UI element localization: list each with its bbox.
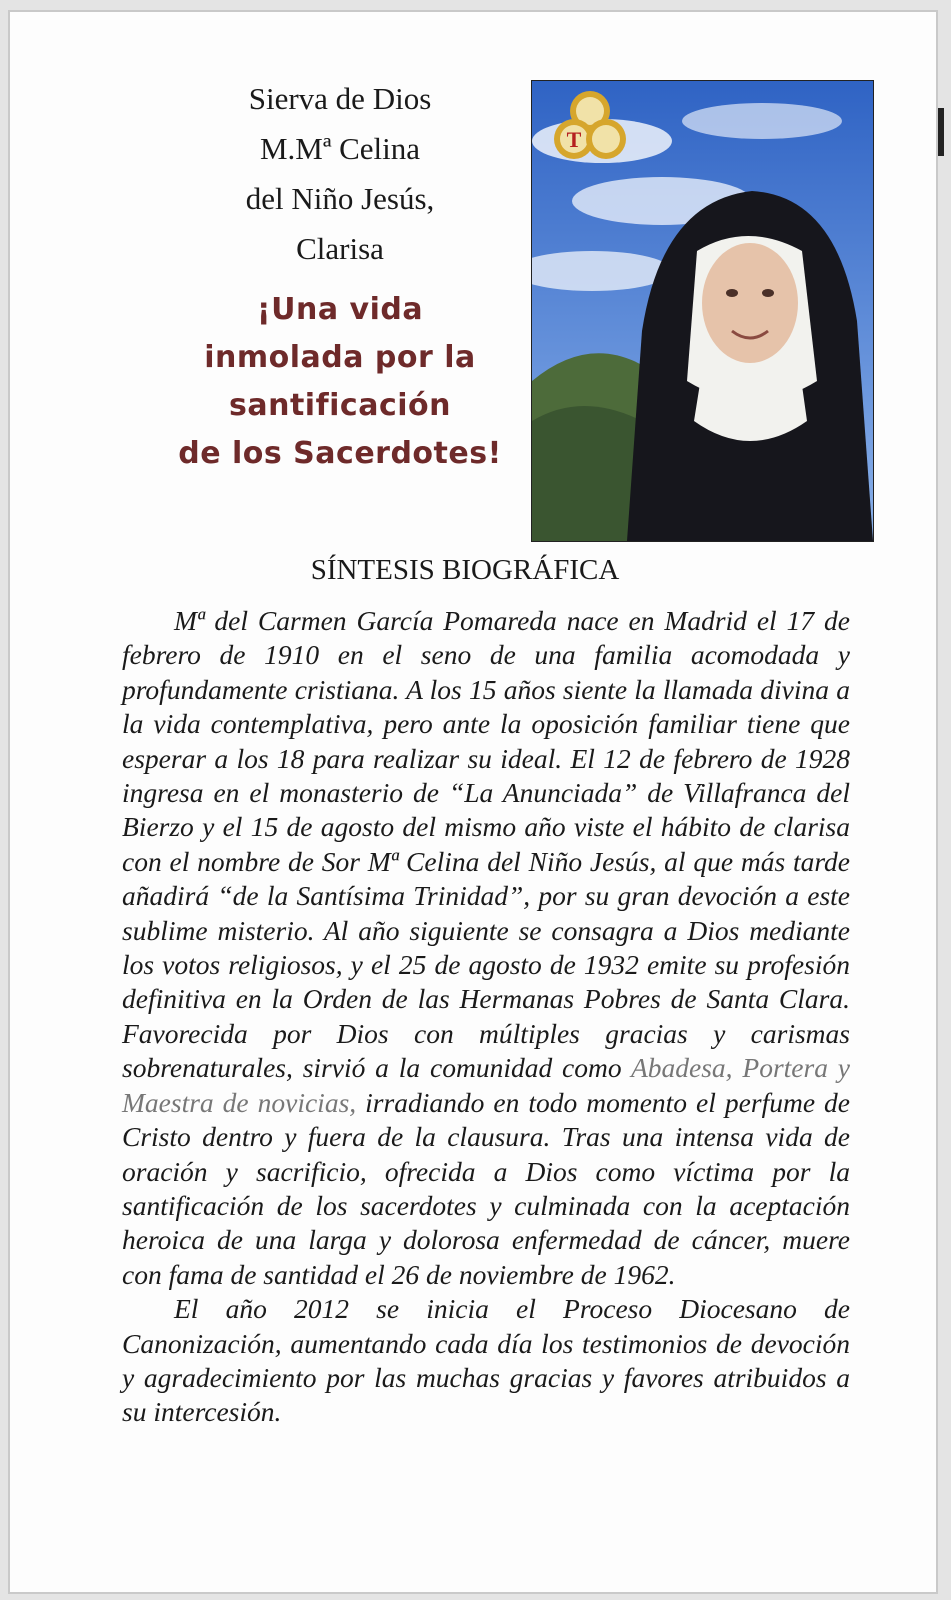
slogan-line: santificación	[229, 388, 451, 423]
bio-text: Mª del Carmen García Pomareda nace en Madrid el 17 de febrero de 1910 en el seno de una familia acomodada y profundamente cristiana. A los 15 años siente la llamada divina a la vida contemplativa, pero ante la oposición familiar tiene que esperar a los 18 para realizar su ideal. El 12 de febrero de 1928 ingresa en el monasterio de “La Anunciada” de Villafranca del Bierzo y el 15 de agosto del mismo año viste el hábito de clarisa con el nombre de Sor Mª Celina del Niño Jesús, al que más tarde añadirá “de la Santísima Trinidad”, por su gran devoción a este sublime misterio. Al año siguiente se consagra a Dios mediante los votos religiosos, y el 25 de agosto de 1932 emite su profesión definitiva en la Orden de las Hermanas Pobres de Santa Clara. Favorecida por Dios con múltiples gracias y carismas sobrenaturales, sirvió a la comunidad como	[122, 605, 850, 1084]
heading-line: Clarisa	[296, 231, 384, 266]
nun-portrait	[531, 80, 874, 542]
slogan	[140, 286, 540, 478]
card-heading	[150, 74, 530, 274]
heading-line: Sierva de Dios	[248, 81, 432, 116]
slogan-line: ¡Una vida	[256, 292, 424, 327]
bio-roles: Abadesa, Portera y Maestra de novicias,	[122, 1052, 850, 1118]
portrait-image	[532, 81, 873, 541]
biography-paragraph	[122, 604, 850, 1292]
slogan-line: inmolada por la	[204, 340, 476, 375]
heading-line: del Niño Jesús,	[245, 181, 435, 216]
bio-text: irradiando en todo momento el perfume de Cristo dentro y fuera de la clausura. Tras una intensa vida de oración y sacrificio, ofrecida a Dios como víctima por la santificación de los sacerdotes y culminada con la aceptación heroica de una larga y dolorosa enfermedad de cáncer, muere con fama de santidad el 26 de noviembre de 1962.	[122, 1086, 850, 1290]
biography	[122, 604, 850, 1430]
biography-paragraph: El año 2012 se inicia el Proceso Diocesano de Canonización, aumentando cada día los testimonios de devoción y agradecimiento por las muchas gracias y favores atribuidos a su intercesión.	[122, 1293, 850, 1428]
heading-line: M.Mª Celina	[259, 131, 421, 166]
emblem-letter: T	[566, 127, 582, 152]
slogan-line: de los Sacerdotes!	[178, 436, 502, 471]
section-title: SÍNTESIS BIOGRÁFICA	[310, 554, 620, 586]
